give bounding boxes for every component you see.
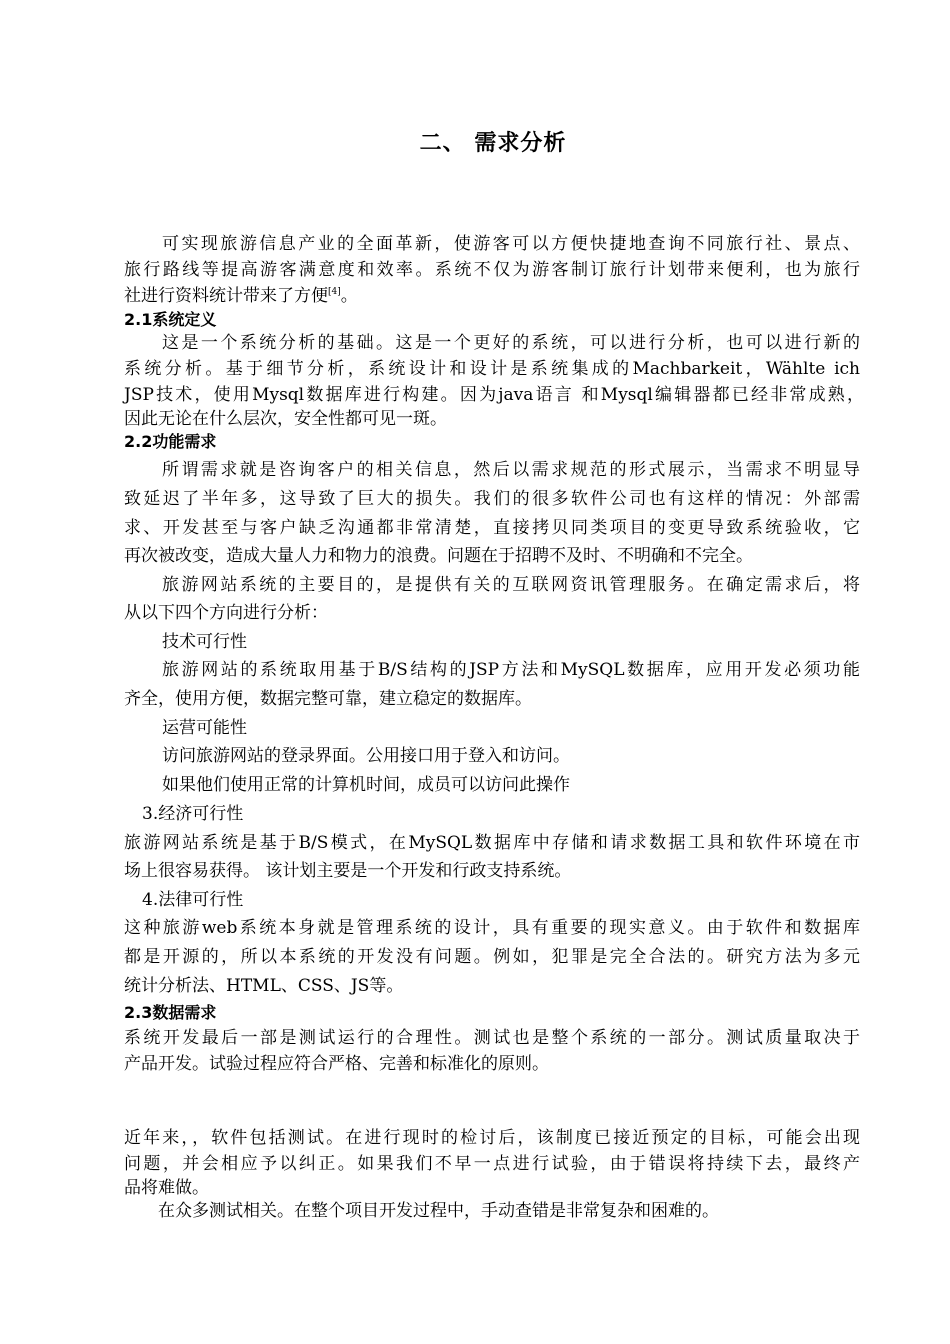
tech-feasibility-line-1: 旅游网站的系统取用基于B/S结构的JSP方法和MySQL数据库，应用开发必须功能 <box>162 660 860 680</box>
s21-line-2: 系统分析。基于细节分析，系统设计和设计是系统集成的Machbarkeit，Wählte ich <box>124 359 860 379</box>
law-feasibility-title: 4.法律可行性 <box>142 890 244 910</box>
s22-p1-line-3: 求、开发甚至与客户缺乏沟通都非常清楚，直接拷贝同类项目的变更导致系统验收，它 <box>124 518 860 538</box>
ops-feasibility-title: 运营可能性 <box>162 718 247 738</box>
page-title: 二、 需求分析 <box>419 131 567 156</box>
section-2-1-heading: 2.1系统定义 <box>124 310 217 329</box>
ops-feasibility-line-2: 如果他们使用正常的计算机时间，成员可以访问此操作 <box>162 775 570 795</box>
econ-feasibility-line-1: 旅游网站系统是基于B/S模式，在MySQL数据库中存储和请求数据工具和软件环境在市 <box>124 833 860 853</box>
s23-p2-line-2: 问题，并会相应予以纠正。如果我们不早一点进行试验，由于错误将持续下去，最终产 <box>124 1154 860 1174</box>
econ-feasibility-line-2: 场上很容易获得。 该计划主要是一个开发和行政支持系统。 <box>124 861 572 881</box>
law-feasibility-line-1: 这种旅游web系统本身就是管理系统的设计，具有重要的现实意义。由于软件和数据库 <box>124 918 860 938</box>
s22-p2-line-2: 从以下四个方向进行分析： <box>124 603 328 623</box>
s23-p1-line-1: 系统开发最后一部是测试运行的合理性。测试也是整个系统的一部分。测试质量取决于 <box>124 1028 860 1048</box>
intro-line-3-text: 社进行资料统计带来了方便 <box>124 286 328 306</box>
law-feasibility-line-3: 统计分析法、HTML、CSS、JS等。 <box>124 976 404 996</box>
law-feasibility-line-2: 都是开源的，所以本系统的开发没有问题。例如，犯罪是完全合法的。研究方法为多元 <box>124 947 860 967</box>
s21-line-1: 这是一个系统分析的基础。这是一个更好的系统，可以进行分析，也可以进行新的 <box>162 333 860 353</box>
econ-feasibility-title: 3.经济可行性 <box>142 804 244 824</box>
s22-p1-line-1: 所谓需求就是咨询客户的相关信息，然后以需求规范的形式展示，当需求不明显导 <box>162 460 860 480</box>
s23-p2-line-3: 品将难做。 <box>124 1178 209 1198</box>
section-2-3-heading: 2.3数据需求 <box>124 1003 217 1022</box>
s22-p1-line-2: 致延迟了半年多，这导致了巨大的损失。我们的很多软件公司也有这样的情况：外部需 <box>124 489 860 509</box>
intro-line-3-end: 。 <box>340 286 358 306</box>
s23-p1-line-2: 产品开发。试验过程应符合严格、完善和标准化的原则。 <box>124 1054 549 1074</box>
intro-line-2: 旅行路线等提高游客满意度和效率。系统不仅为游客制订旅行计划带来便利，也为旅行 <box>124 260 860 280</box>
s22-p2-line-1: 旅游网站系统的主要目的，是提供有关的互联网资讯管理服务。在确定需求后，将 <box>162 575 860 595</box>
intro-line-3 <box>124 285 358 307</box>
s22-p1-line-4: 再次被改变，造成大量人力和物力的浪费。问题在于招聘不及时、不明确和不完全。 <box>124 546 753 566</box>
section-2-2-heading: 2.2功能需求 <box>124 432 217 451</box>
citation-ref: [4] <box>328 287 341 297</box>
s23-p2-line-1: 近年来，，软件包括测试。在进行现时的检讨后，该制度已接近预定的目标，可能会出现 <box>124 1128 860 1148</box>
tech-feasibility-title: 技术可行性 <box>162 632 247 652</box>
tech-feasibility-line-2: 齐全，使用方便，数据完整可靠，建立稳定的数据库。 <box>124 689 532 709</box>
s21-line-3: JSP技术，使用Mysql数据库进行构建。因为java语言 和Mysql编辑器都已经非常成熟， <box>124 385 864 405</box>
s23-p3-line-1: 在众多测试相关。在整个项目开发过程中，手动查错是非常复杂和困难的。 <box>158 1201 719 1221</box>
s21-line-4: 因此无论在什么层次，安全性都可见一斑。 <box>124 409 447 429</box>
intro-line-1: 可实现旅游信息产业的全面革新，使游客可以方便快捷地查询不同旅行社、景点、 <box>162 234 860 254</box>
ops-feasibility-line-1: 访问旅游网站的登录界面。公用接口用于登入和访问。 <box>162 746 570 766</box>
